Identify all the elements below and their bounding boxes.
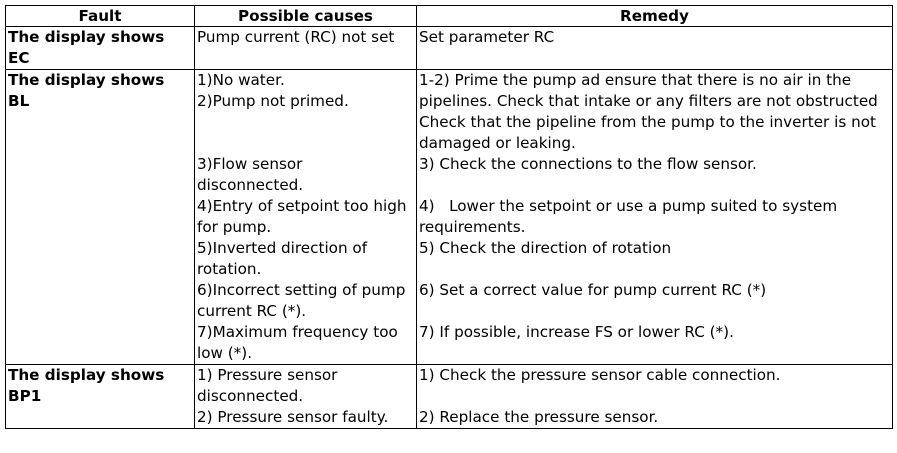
fault-line: The display shows xyxy=(8,366,165,384)
remedy-line: 2) Replace the pressure sensor. xyxy=(419,408,659,426)
cause-line: 2)Pump not primed. xyxy=(197,92,349,110)
cause-line: 2) Pressure sensor faulty. xyxy=(197,408,389,426)
fault-cell-ec xyxy=(6,27,195,70)
header-remedy: Remedy xyxy=(417,6,893,27)
cause-line: for pump. xyxy=(197,218,272,236)
cause-line: 6)Incorrect setting of pump xyxy=(197,281,406,299)
header-fault: Fault xyxy=(6,6,195,27)
remedy-line: 5) Check the direction of rotation xyxy=(419,239,672,257)
header-possible-causes: Possible causes xyxy=(195,6,417,27)
cause-line: 1)No water. xyxy=(197,71,285,89)
causes-cell-bp1 xyxy=(195,365,417,429)
cause-line: 7)Maximum frequency too xyxy=(197,323,398,341)
remedy-line: pipelines. Check that intake or any filters are not obstructed xyxy=(419,92,878,110)
fault-code: BL xyxy=(8,92,30,110)
table-row-ec xyxy=(6,27,893,70)
causes-cell-bl xyxy=(195,70,417,365)
remedy-line: Check that the pipeline from the pump to the inverter is not xyxy=(419,113,876,131)
remedy-line: Set parameter RC xyxy=(419,28,555,46)
fault-cell-bl xyxy=(6,70,195,365)
cause-line: Pump current (RC) not set xyxy=(197,28,395,46)
table-row-bl xyxy=(6,70,893,365)
remedy-cell-ec xyxy=(417,27,893,70)
cause-line: 5)Inverted direction of xyxy=(197,239,368,257)
fault-line: The display shows xyxy=(8,28,165,46)
remedy-line: damaged or leaking. xyxy=(419,134,576,152)
cause-line: low (*). xyxy=(197,344,253,362)
cause-line: disconnected. xyxy=(197,176,304,194)
remedy-line: 6) Set a correct value for pump current RC (*) xyxy=(419,281,767,299)
cause-line: 1) Pressure sensor xyxy=(197,366,338,384)
remedy-line: 1) Check the pressure sensor cable connection. xyxy=(419,366,781,384)
cause-line: current RC (*). xyxy=(197,302,307,320)
fault-code: EC xyxy=(8,49,30,67)
remedy-cell-bl xyxy=(417,70,893,365)
cause-line: 4)Entry of setpoint too high xyxy=(197,197,407,215)
fault-line: The display shows xyxy=(8,71,165,89)
header-row xyxy=(6,6,893,27)
remedy-line: 4) Lower the setpoint or use a pump suited to system xyxy=(419,197,838,215)
remedy-line: 1-2) Prime the pump ad ensure that there is no air in the xyxy=(419,71,852,89)
remedy-cell-bp1 xyxy=(417,365,893,429)
cause-line: disconnected. xyxy=(197,387,304,405)
fault-code: BP1 xyxy=(8,387,42,405)
remedy-line: 3) Check the connections to the flow sensor. xyxy=(419,155,757,173)
fault-table xyxy=(5,5,893,429)
causes-cell-ec xyxy=(195,27,417,70)
cause-line: 3)Flow sensor xyxy=(197,155,303,173)
fault-cell-bp1 xyxy=(6,365,195,429)
table-row-bp1 xyxy=(6,365,893,429)
remedy-line: requirements. xyxy=(419,218,526,236)
remedy-line: 7) If possible, increase FS or lower RC (*). xyxy=(419,323,734,341)
cause-line: rotation. xyxy=(197,260,262,278)
